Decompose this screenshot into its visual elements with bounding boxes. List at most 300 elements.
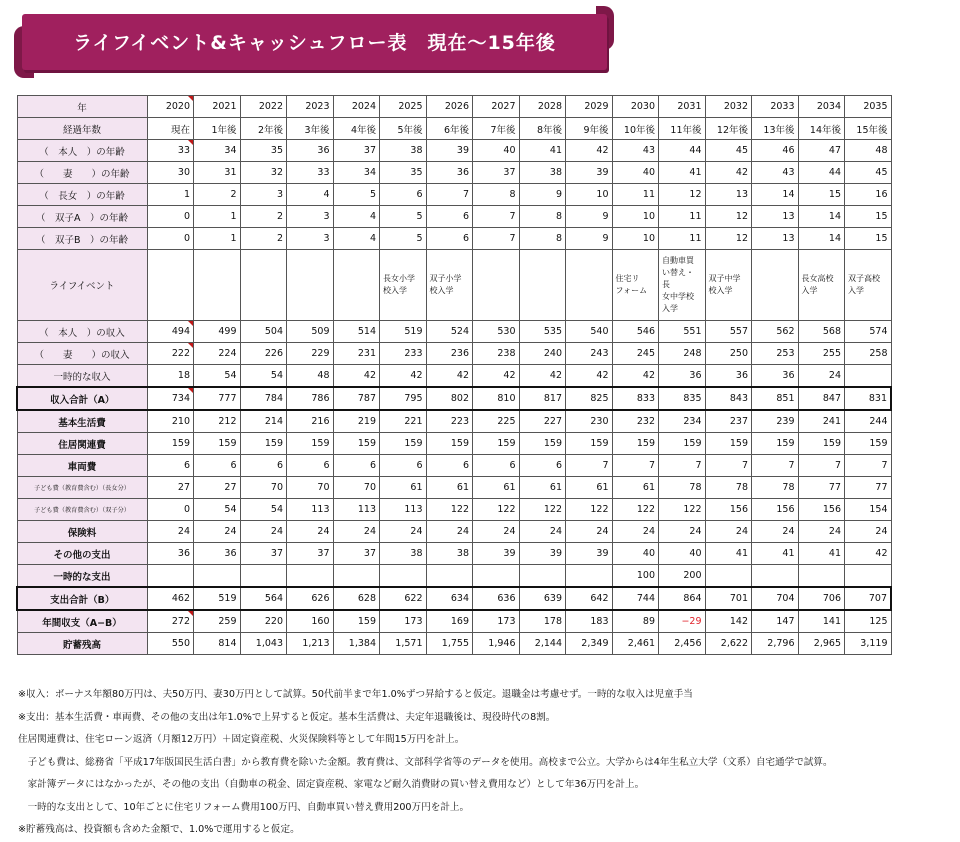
savings-row-cell: 2,349 [566, 633, 613, 655]
income-row-1-cell: 236 [426, 343, 473, 365]
expense-row-6-cell: 39 [473, 543, 520, 565]
income-total-row-cell: 802 [426, 387, 473, 410]
age-row-1-label: （ 妻 ）の年齢 [17, 162, 147, 184]
expense-row-1-cell: 159 [612, 433, 659, 455]
annual-balance-row-label: 年間収支（A−B） [17, 610, 147, 633]
age-row-0-label: （ 本人 ）の年齢 [17, 140, 147, 162]
age-row-1-cell: 30 [147, 162, 194, 184]
income-row-2-label: 一時的な収入 [17, 365, 147, 388]
age-row-4-cell: 0 [147, 228, 194, 250]
expense-total-row-cell: 642 [566, 587, 613, 610]
income-row-1-cell: 245 [612, 343, 659, 365]
life-event-line: 自動車買 [662, 256, 694, 265]
age-row-0-cell: 37 [333, 140, 380, 162]
age-row-3-cell: 9 [566, 206, 613, 228]
age-row-1-cell: 32 [240, 162, 287, 184]
age-row-0-cell: 47 [798, 140, 845, 162]
expense-row-6-cell: 41 [752, 543, 799, 565]
expense-row-0-cell: 225 [473, 410, 520, 433]
title-banner [14, 6, 614, 80]
age-row-3-cell: 1 [194, 206, 241, 228]
year-row-cell: 2022 [240, 96, 287, 118]
age-row-0-cell: 45 [705, 140, 752, 162]
expense-row-2 [17, 455, 891, 477]
income-row-0-cell: 540 [566, 321, 613, 343]
elapsed-row-cell: 現在 [147, 118, 194, 140]
expense-row-3-cell: 70 [240, 477, 287, 499]
age-row-4-cell: 11 [659, 228, 706, 250]
expense-row-1-cell: 159 [798, 433, 845, 455]
income-row-0-cell: 494 [147, 321, 194, 343]
expense-total-row [17, 587, 891, 610]
elapsed-row-cell: 9年後 [566, 118, 613, 140]
expense-row-2-cell: 6 [147, 455, 194, 477]
expense-total-row-cell: 626 [287, 587, 334, 610]
expense-row-1-cell: 159 [752, 433, 799, 455]
expense-row-5-cell: 24 [519, 521, 566, 543]
expense-row-0 [17, 410, 891, 433]
life-event-line: 双子高校 [848, 274, 880, 283]
expense-row-3-cell: 78 [705, 477, 752, 499]
income-total-row-cell: 786 [287, 387, 334, 410]
elapsed-row-cell: 15年後 [845, 118, 892, 140]
income-row-2-cell: 36 [752, 365, 799, 388]
savings-row-cell: 2,144 [519, 633, 566, 655]
income-row-0-cell: 514 [333, 321, 380, 343]
life-event-cell [333, 250, 380, 321]
age-row-2-cell: 9 [519, 184, 566, 206]
life-event-line: 双子小学 [429, 274, 462, 283]
age-row-1-cell: 33 [287, 162, 334, 184]
income-row-0-cell: 530 [473, 321, 520, 343]
expense-row-2-cell: 7 [705, 455, 752, 477]
expense-row-0-cell: 219 [333, 410, 380, 433]
savings-row-cell: 2,796 [752, 633, 799, 655]
expense-row-2-cell: 6 [380, 455, 427, 477]
income-total-row-cell: 734 [147, 387, 194, 410]
expense-row-7-cell [240, 565, 287, 588]
expense-row-4-cell: 156 [705, 499, 752, 521]
income-row-1-cell: 226 [240, 343, 287, 365]
expense-row-1-cell: 159 [147, 433, 194, 455]
age-row-2-cell: 13 [705, 184, 752, 206]
expense-row-2-cell: 6 [426, 455, 473, 477]
income-row-0-cell: 509 [287, 321, 334, 343]
age-row-0-cell: 44 [659, 140, 706, 162]
cashflow-table [16, 95, 892, 655]
annual-balance-row-cell: 259 [194, 610, 241, 633]
expense-row-7 [17, 565, 891, 588]
expense-row-6-cell: 36 [147, 543, 194, 565]
expense-row-0-cell: 216 [287, 410, 334, 433]
expense-row-4-cell: 0 [147, 499, 194, 521]
year-row-label: 年 [17, 96, 147, 118]
income-total-row [17, 387, 891, 410]
income-row-2-cell: 36 [659, 365, 706, 388]
age-row-3-cell: 14 [798, 206, 845, 228]
age-row-3-cell: 0 [147, 206, 194, 228]
expense-row-5-cell: 24 [380, 521, 427, 543]
income-row-1-cell: 250 [705, 343, 752, 365]
note-line: 家計簿データにはなかったが、その他の支出（自動車の税金、固定資産税、家電など耐久消費財の買い替え費用など）として年36万円を計上。 [18, 779, 645, 790]
expense-row-7-cell [473, 565, 520, 588]
elapsed-row-cell: 6年後 [426, 118, 473, 140]
expense-row-3-cell: 78 [752, 477, 799, 499]
expense-row-3-cell: 61 [519, 477, 566, 499]
expense-total-row-label: 支出合計（B） [17, 587, 147, 610]
year-row-cell: 2029 [566, 96, 613, 118]
expense-row-7-cell [798, 565, 845, 588]
year-row-cell: 2024 [333, 96, 380, 118]
age-row-3-cell: 12 [705, 206, 752, 228]
note-line: 子ども費は、総務省「平成17年版国民生活白書」から教育費を除いた金額。教育費は、文部科学省等のデータを使用。高校まで公立。大学からは4年生私立大学（文系）自宅通学で試算。 [18, 756, 833, 768]
income-row-2-cell: 24 [798, 365, 845, 388]
income-row-1-cell: 238 [473, 343, 520, 365]
expense-row-2-cell: 6 [287, 455, 334, 477]
age-row-0-cell: 42 [566, 140, 613, 162]
income-total-row-cell: 810 [473, 387, 520, 410]
age-row-2-cell: 15 [798, 184, 845, 206]
expense-row-2-cell: 6 [519, 455, 566, 477]
expense-row-3-cell: 27 [194, 477, 241, 499]
age-row-0-cell: 39 [426, 140, 473, 162]
expense-row-7-cell [426, 565, 473, 588]
elapsed-row-cell: 11年後 [659, 118, 706, 140]
expense-row-1-cell: 159 [845, 433, 892, 455]
expense-row-5-cell: 24 [659, 521, 706, 543]
life-event-cell [845, 250, 892, 321]
year-row-cell: 2026 [426, 96, 473, 118]
age-row-2-cell: 4 [287, 184, 334, 206]
life-event-cell [798, 250, 845, 321]
expense-total-row-cell: 564 [240, 587, 287, 610]
expense-total-row-cell: 636 [473, 587, 520, 610]
age-row-0 [17, 140, 891, 162]
expense-row-4-cell: 54 [194, 499, 241, 521]
income-row-0-cell: 557 [705, 321, 752, 343]
income-row-0-cell: 499 [194, 321, 241, 343]
life-event-cell [380, 250, 427, 321]
age-row-1-cell: 42 [705, 162, 752, 184]
age-row-3-label: （ 双子A ）の年齢 [17, 206, 147, 228]
expense-row-0-cell: 214 [240, 410, 287, 433]
expense-row-7-label: 一時的な支出 [17, 565, 147, 588]
expense-row-6-cell: 39 [519, 543, 566, 565]
life-event-line: 長女小学 [383, 274, 415, 283]
life-event-line: 住宅リ [615, 274, 640, 283]
expense-row-1-cell: 159 [705, 433, 752, 455]
income-row-2-cell: 42 [519, 365, 566, 388]
age-row-0-cell: 34 [194, 140, 241, 162]
age-row-4-cell: 5 [380, 228, 427, 250]
age-row-3-cell: 15 [845, 206, 892, 228]
expense-row-4-cell: 156 [798, 499, 845, 521]
expense-row-5-cell: 24 [705, 521, 752, 543]
savings-row [17, 633, 891, 655]
expense-row-3-cell: 70 [333, 477, 380, 499]
income-row-1-cell: 253 [752, 343, 799, 365]
year-row-cell: 2023 [287, 96, 334, 118]
expense-row-1-cell: 159 [380, 433, 427, 455]
expense-row-2-cell: 7 [752, 455, 799, 477]
income-row-1-cell: 222 [147, 343, 194, 365]
life-event-cell [519, 250, 566, 321]
age-row-0-cell: 48 [845, 140, 892, 162]
savings-row-cell: 1,571 [380, 633, 427, 655]
expense-row-3-cell: 61 [566, 477, 613, 499]
savings-row-cell: 1,213 [287, 633, 334, 655]
expense-row-4-cell: 122 [473, 499, 520, 521]
age-row-4-cell: 4 [333, 228, 380, 250]
note-line: 住居関連費は、住宅ローン返済（月額12万円）＋固定資産税、火災保険料等として年間15万円を計上。 [18, 734, 465, 745]
age-row-4-cell: 8 [519, 228, 566, 250]
age-row-0-cell: 36 [287, 140, 334, 162]
expense-row-6-cell: 41 [705, 543, 752, 565]
age-row-2-cell: 3 [240, 184, 287, 206]
expense-row-4-cell: 156 [752, 499, 799, 521]
expense-row-2-cell: 7 [612, 455, 659, 477]
expense-row-5 [17, 521, 891, 543]
expense-row-3-cell: 61 [380, 477, 427, 499]
expense-row-4-cell: 122 [566, 499, 613, 521]
year-row-cell: 2021 [194, 96, 241, 118]
expense-row-6-cell: 37 [333, 543, 380, 565]
age-row-1-cell: 34 [333, 162, 380, 184]
life-event-line: 校入学 [383, 286, 407, 295]
income-total-row-cell: 851 [752, 387, 799, 410]
age-row-3-cell: 13 [752, 206, 799, 228]
expense-row-6-cell: 40 [659, 543, 706, 565]
elapsed-row-cell: 1年後 [194, 118, 241, 140]
expense-row-1 [17, 433, 891, 455]
life-event-line: い替え・長 [662, 268, 694, 289]
expense-row-1-cell: 159 [194, 433, 241, 455]
expense-row-2-cell: 6 [240, 455, 287, 477]
age-row-0-cell: 33 [147, 140, 194, 162]
income-row-1-cell: 233 [380, 343, 427, 365]
income-row-1-cell: 258 [845, 343, 892, 365]
expense-row-3-cell: 61 [426, 477, 473, 499]
expense-row-2-cell: 7 [845, 455, 892, 477]
annual-balance-row-cell: 173 [473, 610, 520, 633]
expense-total-row-cell: 634 [426, 587, 473, 610]
expense-row-7-cell [566, 565, 613, 588]
expense-row-1-label: 住居関連費 [17, 433, 147, 455]
expense-row-4-cell: 113 [380, 499, 427, 521]
life-event-line: 入学 [848, 286, 864, 295]
elapsed-row-cell: 14年後 [798, 118, 845, 140]
expense-row-7-cell [752, 565, 799, 588]
income-total-row-cell: 833 [612, 387, 659, 410]
life-event-line: 入学 [662, 304, 678, 313]
income-row-1-cell: 248 [659, 343, 706, 365]
life-event-line: 入学 [801, 286, 818, 295]
expense-total-row-cell: 744 [612, 587, 659, 610]
savings-row-cell: 1,755 [426, 633, 473, 655]
life-event-cell [612, 250, 659, 321]
expense-row-7-cell [147, 565, 194, 588]
expense-row-4-cell: 122 [612, 499, 659, 521]
age-row-1-cell: 37 [473, 162, 520, 184]
income-row-2-cell: 54 [240, 365, 287, 388]
annual-balance-row-cell: 173 [380, 610, 427, 633]
age-row-0-cell: 41 [519, 140, 566, 162]
income-row-2-cell: 42 [612, 365, 659, 388]
expense-row-5-cell: 24 [333, 521, 380, 543]
expense-row-4-cell: 122 [519, 499, 566, 521]
age-row-2-cell: 5 [333, 184, 380, 206]
age-row-4-cell: 10 [612, 228, 659, 250]
income-total-row-cell: 777 [194, 387, 241, 410]
savings-row-cell: 2,622 [705, 633, 752, 655]
age-row-3-cell: 7 [473, 206, 520, 228]
life-event-line: 女中学校 [662, 292, 694, 301]
age-row-2-cell: 6 [380, 184, 427, 206]
age-row-3-cell: 6 [426, 206, 473, 228]
elapsed-row-cell: 12年後 [705, 118, 752, 140]
age-row-3-cell: 10 [612, 206, 659, 228]
expense-row-3-cell: 78 [659, 477, 706, 499]
expense-row-2-cell: 6 [333, 455, 380, 477]
savings-row-cell: 1,384 [333, 633, 380, 655]
life-event-cell [147, 250, 194, 321]
annual-balance-row-cell: 272 [147, 610, 194, 633]
age-row-1-cell: 36 [426, 162, 473, 184]
age-row-3-cell: 2 [240, 206, 287, 228]
income-total-row-cell: 784 [240, 387, 287, 410]
expense-row-0-cell: 212 [194, 410, 241, 433]
income-total-row-cell: 831 [845, 387, 892, 410]
expense-row-4 [17, 499, 891, 521]
note-line: ※収入：ボーナス年額80万円は、夫50万円、妻30万円として試算。50代前半まで年1.0%ずつ昇給すると仮定。退職金は考慮せず。一時的な収入は児童手当 [18, 689, 693, 700]
income-total-row-cell: 787 [333, 387, 380, 410]
age-row-4-cell: 15 [845, 228, 892, 250]
expense-row-7-cell [287, 565, 334, 588]
age-row-1-cell: 38 [519, 162, 566, 184]
income-row-1-cell: 240 [519, 343, 566, 365]
year-row-cell: 2025 [380, 96, 427, 118]
age-row-0-cell: 35 [240, 140, 287, 162]
banner-body [22, 14, 607, 70]
expense-total-row-cell: 519 [194, 587, 241, 610]
age-row-3-cell: 8 [519, 206, 566, 228]
age-row-2-cell: 10 [566, 184, 613, 206]
annual-balance-row-cell: 160 [287, 610, 334, 633]
year-row-cell: 2035 [845, 96, 892, 118]
age-row-4-cell: 1 [194, 228, 241, 250]
income-row-0-cell: 524 [426, 321, 473, 343]
income-row-2-cell [845, 365, 892, 388]
elapsed-row-cell: 10年後 [612, 118, 659, 140]
expense-row-2-cell: 7 [566, 455, 613, 477]
age-row-3-cell: 4 [333, 206, 380, 228]
expense-row-6-cell: 41 [798, 543, 845, 565]
annual-balance-row-cell: 125 [845, 610, 892, 633]
age-row-4-cell: 13 [752, 228, 799, 250]
age-row-0-cell: 40 [473, 140, 520, 162]
income-row-1 [17, 343, 891, 365]
expense-row-0-cell: 232 [612, 410, 659, 433]
expense-row-2-cell: 6 [473, 455, 520, 477]
annual-balance-row-cell: 159 [333, 610, 380, 633]
life-event-line: 長女高校 [801, 274, 834, 283]
expense-row-7-cell [519, 565, 566, 588]
elapsed-row-label: 経過年数 [17, 118, 147, 140]
savings-row-cell: 1,043 [240, 633, 287, 655]
savings-row-cell: 1,946 [473, 633, 520, 655]
year-row-cell: 2034 [798, 96, 845, 118]
annual-balance-row-cell: 169 [426, 610, 473, 633]
life-event-line: 双子中学 [708, 274, 741, 283]
expense-row-1-cell: 159 [566, 433, 613, 455]
annual-balance-row [17, 610, 891, 633]
income-total-row-cell: 817 [519, 387, 566, 410]
age-row-4-cell: 6 [426, 228, 473, 250]
savings-row-cell: 2,461 [612, 633, 659, 655]
savings-row-cell: 3,119 [845, 633, 892, 655]
annual-balance-row-cell: 183 [566, 610, 613, 633]
age-row-2-cell: 1 [147, 184, 194, 206]
elapsed-row-cell: 7年後 [473, 118, 520, 140]
elapsed-row-cell: 8年後 [519, 118, 566, 140]
income-total-row-cell: 835 [659, 387, 706, 410]
age-row-0-cell: 38 [380, 140, 427, 162]
age-row-2-cell: 8 [473, 184, 520, 206]
income-row-1-cell: 231 [333, 343, 380, 365]
elapsed-row-cell: 13年後 [752, 118, 799, 140]
expense-row-3-cell: 61 [473, 477, 520, 499]
income-row-2 [17, 365, 891, 388]
page-title: ライフイベント&キャッシュフロー表 現在〜15年後 [73, 32, 556, 54]
life-event-line: 校入学 [429, 286, 454, 295]
life-event-cell [194, 250, 241, 321]
savings-row-cell: 2,965 [798, 633, 845, 655]
expense-row-5-cell: 24 [566, 521, 613, 543]
life-event-cell [287, 250, 334, 321]
age-row-2-cell: 11 [612, 184, 659, 206]
age-row-2-label: （ 長女 ）の年齢 [17, 184, 147, 206]
expense-row-5-cell: 24 [287, 521, 334, 543]
expense-row-1-cell: 159 [240, 433, 287, 455]
expense-row-7-cell [705, 565, 752, 588]
expense-row-0-cell: 244 [845, 410, 892, 433]
life-event-cell [240, 250, 287, 321]
age-row-4-cell: 12 [705, 228, 752, 250]
expense-row-3-label: 子ども費（教育費含む）（長女分） [17, 477, 147, 499]
age-row-4-cell: 9 [566, 228, 613, 250]
income-row-0-cell: 562 [752, 321, 799, 343]
elapsed-row [17, 118, 891, 140]
expense-row-6-cell: 36 [194, 543, 241, 565]
expense-row-7-cell [380, 565, 427, 588]
savings-row-cell: 2,456 [659, 633, 706, 655]
expense-row-1-cell: 159 [659, 433, 706, 455]
income-row-0-cell: 574 [845, 321, 892, 343]
income-row-0-label: （ 本人 ）の収入 [17, 321, 147, 343]
expense-row-7-cell: 100 [612, 565, 659, 588]
expense-row-6-cell: 37 [287, 543, 334, 565]
age-row-0-cell: 46 [752, 140, 799, 162]
annual-balance-row-cell: 142 [705, 610, 752, 633]
income-total-row-cell: 843 [705, 387, 752, 410]
age-row-1-cell: 31 [194, 162, 241, 184]
year-row-cell: 2020 [147, 96, 194, 118]
expense-row-3-cell: 61 [612, 477, 659, 499]
life-event-cell [659, 250, 706, 321]
year-row-cell: 2032 [705, 96, 752, 118]
expense-total-row-cell: 707 [845, 587, 892, 610]
income-row-1-cell: 255 [798, 343, 845, 365]
